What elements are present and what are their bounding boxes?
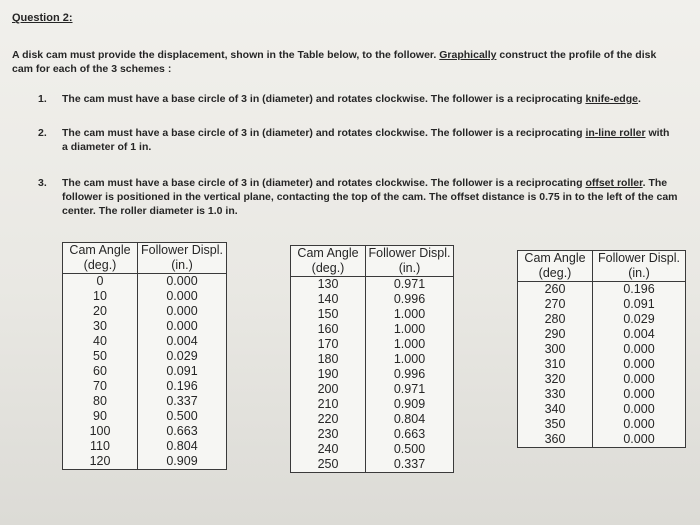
header-follower-displ-unit: (in.): [593, 266, 686, 282]
table-row: [63, 334, 227, 349]
follower-displ-cell: 0.029: [138, 349, 227, 364]
follower-displ-cell: 0.000: [593, 372, 686, 387]
scheme-number: 3.: [38, 177, 47, 189]
intro-emphasis: Graphically: [439, 49, 497, 61]
table-row: [63, 394, 227, 409]
intro-text-end: construct the profile of the disk cam for each of the 3 schemes :: [12, 49, 657, 75]
follower-displ-cell: 0.663: [138, 424, 227, 439]
cam-angle-cell: 30: [63, 319, 138, 334]
table-row: [63, 409, 227, 424]
cam-angle-cell: 160: [291, 322, 366, 337]
follower-displ-cell: 0.971: [366, 382, 454, 397]
follower-displ-cell: 0.996: [366, 292, 454, 307]
table-row: [291, 397, 454, 412]
scheme-text: The cam must have a base circle of 3 in (diameter) and rotates clockwise. The follower is a reciprocating offset roller. The follower is positioned in the vertical plane, contacting the top of the cam. The offset distance is 0.75 in to the left of the cam center. The roller diameter is 1.0 in.: [62, 177, 678, 217]
follower-displ-cell: 0.337: [366, 457, 454, 473]
cam-angle-cell: 0: [63, 274, 138, 290]
scheme-emphasis: offset roller: [585, 177, 643, 189]
header-cam-angle-unit: (deg.): [518, 266, 593, 282]
cam-angle-cell: 280: [518, 312, 593, 327]
cam-angle-cell: 150: [291, 307, 366, 322]
cam-angle-cell: 250: [291, 457, 366, 473]
table-row: [291, 442, 454, 457]
follower-displ-cell: 0.000: [593, 417, 686, 432]
cam-angle-cell: 140: [291, 292, 366, 307]
cam-angle-cell: 320: [518, 372, 593, 387]
cam-angle-cell: 310: [518, 357, 593, 372]
follower-displ-cell: 0.000: [138, 319, 227, 334]
cam-angle-cell: 350: [518, 417, 593, 432]
header-follower-displ-unit: (in.): [366, 261, 454, 277]
displacement-table-3: [517, 250, 686, 448]
table-row: [63, 364, 227, 379]
table-row: [518, 432, 686, 448]
cam-angle-cell: 340: [518, 402, 593, 417]
header-cam-angle: Cam Angle: [63, 243, 138, 259]
table-row: [518, 402, 686, 417]
follower-displ-cell: 0.000: [593, 342, 686, 357]
scheme-emphasis: in-line roller: [585, 127, 646, 139]
follower-displ-cell: 0.337: [138, 394, 227, 409]
header-follower-displ-unit: (in.): [138, 258, 227, 274]
cam-angle-cell: 190: [291, 367, 366, 382]
cam-angle-cell: 70: [63, 379, 138, 394]
table-row: [518, 372, 686, 387]
follower-displ-cell: 1.000: [366, 307, 454, 322]
table-row: [518, 357, 686, 372]
header-cam-angle-unit: (deg.): [63, 258, 138, 274]
follower-displ-cell: 0.000: [138, 304, 227, 319]
table-row: [518, 342, 686, 357]
header-follower-displ: Follower Displ.: [366, 246, 454, 262]
table-row: [291, 352, 454, 367]
table-row: [291, 337, 454, 352]
table-row: [63, 304, 227, 319]
cam-angle-cell: 200: [291, 382, 366, 397]
cam-angle-cell: 170: [291, 337, 366, 352]
table-row: [63, 454, 227, 470]
table-row: [63, 424, 227, 439]
follower-displ-cell: 0.004: [593, 327, 686, 342]
scheme-number: 1.: [38, 93, 47, 105]
follower-displ-cell: 1.000: [366, 352, 454, 367]
cam-angle-cell: 50: [63, 349, 138, 364]
table-row: [291, 367, 454, 382]
scheme-emphasis: knife-edge: [585, 93, 638, 105]
displacement-table-1: [62, 242, 227, 470]
table-row: [63, 274, 227, 290]
header-follower-displ: Follower Displ.: [593, 251, 686, 267]
follower-displ-cell: 1.000: [366, 337, 454, 352]
follower-displ-cell: 0.909: [138, 454, 227, 470]
follower-displ-cell: 0.000: [593, 357, 686, 372]
follower-displ-cell: 0.196: [138, 379, 227, 394]
question-heading: Question 2:: [12, 12, 73, 24]
intro-paragraph: [12, 48, 672, 76]
cam-angle-cell: 10: [63, 289, 138, 304]
follower-displ-cell: 0.996: [366, 367, 454, 382]
table-row: [291, 322, 454, 337]
header-cam-angle: Cam Angle: [518, 251, 593, 267]
cam-angle-cell: 290: [518, 327, 593, 342]
follower-displ-cell: 0.091: [593, 297, 686, 312]
table-row: [291, 427, 454, 442]
table-row: [518, 297, 686, 312]
table-row: [63, 319, 227, 334]
cam-angle-cell: 180: [291, 352, 366, 367]
cam-angle-cell: 230: [291, 427, 366, 442]
displacement-table-2: [290, 245, 454, 473]
cam-angle-cell: 300: [518, 342, 593, 357]
cam-angle-cell: 90: [63, 409, 138, 424]
table-row: [518, 417, 686, 432]
follower-displ-cell: 0.000: [138, 274, 227, 290]
header-cam-angle-unit: (deg.): [291, 261, 366, 277]
cam-angle-cell: 360: [518, 432, 593, 448]
cam-angle-cell: 260: [518, 282, 593, 298]
follower-displ-cell: 0.000: [593, 402, 686, 417]
table-row: [63, 289, 227, 304]
cam-angle-cell: 210: [291, 397, 366, 412]
follower-displ-cell: 0.500: [366, 442, 454, 457]
follower-displ-cell: 0.663: [366, 427, 454, 442]
header-follower-displ: Follower Displ.: [138, 243, 227, 259]
cam-angle-cell: 80: [63, 394, 138, 409]
follower-displ-cell: 1.000: [366, 322, 454, 337]
follower-displ-cell: 0.004: [138, 334, 227, 349]
cam-angle-cell: 270: [518, 297, 593, 312]
follower-displ-cell: 0.000: [593, 387, 686, 402]
table-row: [63, 439, 227, 454]
table-row: [63, 349, 227, 364]
table-row: [518, 387, 686, 402]
cam-angle-cell: 240: [291, 442, 366, 457]
table-row: [518, 327, 686, 342]
follower-displ-cell: 0.000: [138, 289, 227, 304]
table-row: [518, 312, 686, 327]
cam-angle-cell: 110: [63, 439, 138, 454]
follower-displ-cell: 0.971: [366, 277, 454, 293]
cam-angle-cell: 120: [63, 454, 138, 470]
header-cam-angle: Cam Angle: [291, 246, 366, 262]
scheme-text: The cam must have a base circle of 3 in (diameter) and rotates clockwise. The follower is a reciprocating in-line roller with a diameter of 1 in.: [62, 127, 670, 153]
table-row: [291, 307, 454, 322]
cam-angle-cell: 20: [63, 304, 138, 319]
follower-displ-cell: 0.000: [593, 432, 686, 448]
follower-displ-cell: 0.091: [138, 364, 227, 379]
follower-displ-cell: 0.909: [366, 397, 454, 412]
cam-angle-cell: 220: [291, 412, 366, 427]
table-row: [291, 382, 454, 397]
table-row: [291, 457, 454, 473]
cam-angle-cell: 330: [518, 387, 593, 402]
table-row: [63, 379, 227, 394]
follower-displ-cell: 0.500: [138, 409, 227, 424]
table-row: [518, 282, 686, 298]
follower-displ-cell: 0.029: [593, 312, 686, 327]
follower-displ-cell: 0.196: [593, 282, 686, 298]
scheme-number: 2.: [38, 127, 47, 139]
cam-angle-cell: 130: [291, 277, 366, 293]
cam-angle-cell: 100: [63, 424, 138, 439]
table-row: [291, 412, 454, 427]
table-row: [291, 292, 454, 307]
cam-angle-cell: 60: [63, 364, 138, 379]
scheme-text: The cam must have a base circle of 3 in (diameter) and rotates clockwise. The follower is a reciprocating knife-edge.: [62, 93, 641, 105]
cam-angle-cell: 40: [63, 334, 138, 349]
table-row: [291, 277, 454, 293]
follower-displ-cell: 0.804: [366, 412, 454, 427]
intro-text: A disk cam must provide the displacement, shown in the Table below, to the follower.: [12, 49, 440, 61]
follower-displ-cell: 0.804: [138, 439, 227, 454]
